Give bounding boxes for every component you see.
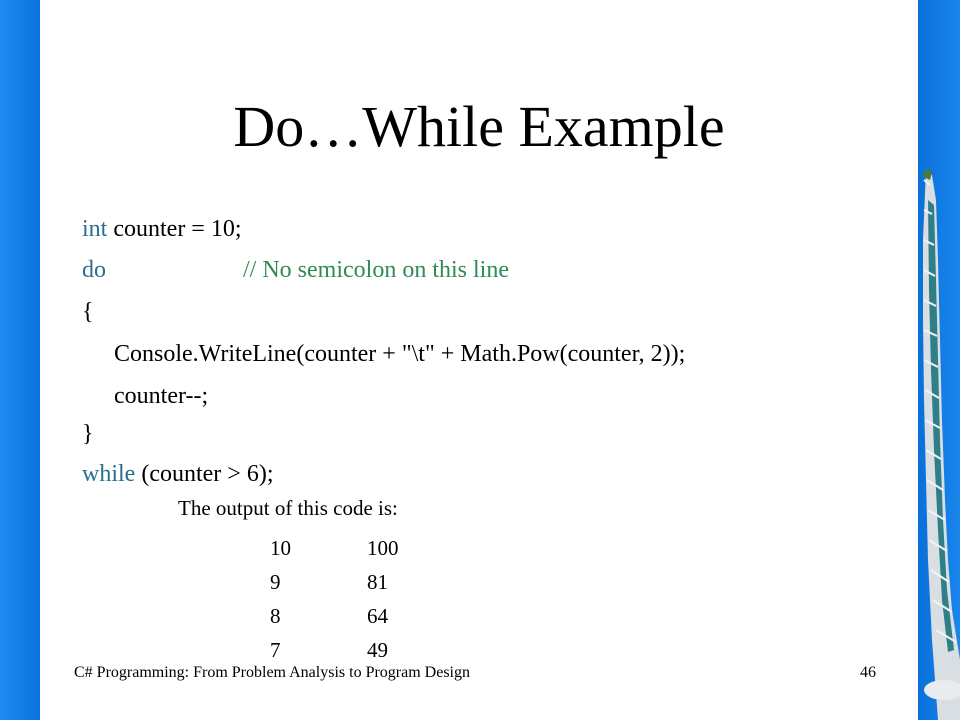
code-line-7 — [82, 459, 273, 489]
output-value-square: 49 — [367, 638, 388, 662]
right-blue-band — [918, 0, 960, 720]
code-comment: // No semicolon on this line — [243, 257, 509, 283]
slide — [40, 0, 918, 720]
footer-page-number: 46 — [860, 664, 876, 681]
output-value-n: 9 — [270, 570, 281, 594]
code-line-3: { — [82, 299, 94, 325]
output-value-n: 7 — [270, 638, 281, 662]
output-caption: The output of this code is: — [178, 496, 398, 520]
output-value-n: 8 — [270, 604, 281, 628]
left-blue-band — [0, 0, 40, 720]
slide-title: Do…While Example — [233, 94, 725, 159]
code-line-6: } — [82, 421, 94, 447]
output-value-square: 100 — [367, 536, 399, 560]
code-line-1 — [82, 214, 242, 244]
code-line-5: counter--; — [114, 383, 209, 409]
code-text: (counter > 6); — [135, 461, 274, 487]
code-line-2 — [82, 255, 106, 285]
output-value-n: 10 — [270, 536, 291, 560]
code-text: counter = 10; — [107, 216, 242, 242]
output-value-square: 81 — [367, 570, 388, 594]
output-value-square: 64 — [367, 604, 388, 628]
code-keyword: while — [82, 461, 136, 487]
code-keyword: do — [82, 257, 106, 283]
code-keyword: int — [82, 216, 108, 242]
footer-course-title: C# Programming: From Problem Analysis to Program Design — [74, 664, 470, 681]
code-line-4: Console.WriteLine(counter + "\t" + Math.Pow(counter, 2)); — [114, 341, 686, 367]
tower-image — [918, 0, 960, 720]
